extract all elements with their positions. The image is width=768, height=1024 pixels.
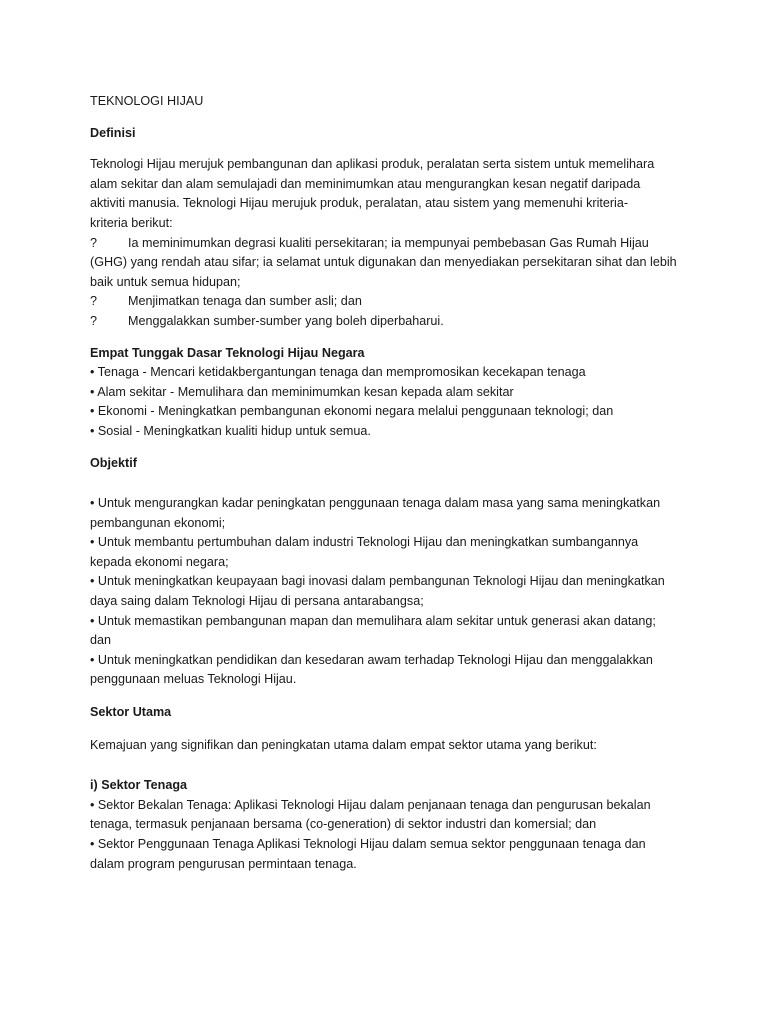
criteria-continuation: (GHG) yang rendah atau sifar; ia selamat untuk digunakan dan menyediakan persekitaran sihat dan lebih <box>90 255 677 270</box>
objektif-line: • Untuk meningkatkan keupayaan bagi inovasi dalam pembangunan Teknologi Hijau dan meningkatkan <box>90 574 665 589</box>
document-page <box>90 92 690 874</box>
definisi-line: alam sekitar dan alam semulajadi dan meminimumkan atau mengurangkan kesan negatif daripada <box>90 176 641 191</box>
definisi-line: kriteria berikut: <box>90 215 173 230</box>
tunggak-item: • Alam sekitar - Memulihara dan meminimumkan kesan kepada alam sekitar <box>90 384 514 399</box>
definisi-heading: Definisi <box>90 125 136 140</box>
document-title: TEKNOLOGI HIJAU <box>90 94 204 108</box>
objektif-line: penggunaan meluas Teknologi Hijau. <box>90 672 297 687</box>
criteria-marker: ? <box>90 294 98 309</box>
sektor-tenaga-line: • Sektor Penggunaan Tenaga Aplikasi Teknologi Hijau dalam semua sektor penggunaan tenaga dan <box>90 837 646 851</box>
tunggak-item: • Ekonomi - Meningkatkan pembangunan ekonomi negara melalui penggunaan teknologi; dan <box>90 404 614 419</box>
sektor-heading: Sektor Utama <box>90 705 172 720</box>
sektor-tenaga-line: tenaga, termasuk penjanaan bersama (co-generation) di sektor industri dan komersial; dan <box>90 817 597 832</box>
tunggak-item: • Tenaga - Mencari ketidakbergantungan tenaga dan mempromosikan kecekapan tenaga <box>90 365 586 380</box>
objektif-line: kepada ekonomi negara; <box>90 554 229 569</box>
criteria-text: Menggalakkan sumber-sumber yang boleh diperbaharui. <box>128 313 444 328</box>
definisi-line: Teknologi Hijau merujuk pembangunan dan aplikasi produk, peralatan serta sistem untuk memelihara <box>90 157 655 172</box>
objektif-line: pembangunan ekonomi; <box>90 515 226 530</box>
criteria-text: Ia meminimumkan degrasi kualiti persekitaran; ia mempunyai pembebasan Gas Rumah Hijau <box>128 235 649 250</box>
criteria-marker: ? <box>90 313 98 328</box>
objektif-line: • Untuk meningkatkan pendidikan dan kesedaran awam terhadap Teknologi Hijau dan menggalakkan <box>90 652 653 667</box>
criteria-marker: ? <box>90 235 98 250</box>
sektor-tenaga-heading: i) Sektor Tenaga <box>90 778 188 793</box>
tunggak-item: • Sosial - Meningkatkan kualiti hidup untuk semua. <box>90 423 371 438</box>
objektif-line: • Untuk mengurangkan kadar peningkatan penggunaan tenaga dalam masa yang sama meningkatkan <box>90 496 661 511</box>
sektor-tenaga-line: dalam program pengurusan permintaan tenaga. <box>90 856 357 871</box>
objektif-line: dan <box>90 633 112 648</box>
sektor-intro: Kemajuan yang signifikan dan peningkatan utama dalam empat sektor utama yang berikut: <box>90 737 597 752</box>
criteria-item <box>90 292 690 312</box>
objektif-line: • Untuk memastikan pembangunan mapan dan memulihara alam sekitar untuk generasi akan datang; <box>90 613 656 628</box>
tunggak-heading: Empat Tunggak Dasar Teknologi Hijau Negara <box>90 345 365 360</box>
sektor-tenaga-line: • Sektor Bekalan Tenaga: Aplikasi Teknologi Hijau dalam penjanaan tenaga dan pengurusan bekalan <box>90 797 651 812</box>
criteria-continuation: baik untuk semua hidupan; <box>90 274 241 289</box>
criteria-item <box>90 312 690 332</box>
definisi-line: aktiviti manusia. Teknologi Hijau merujuk produk, peralatan, atau sistem yang memenuhi kriteria- <box>90 196 629 211</box>
objektif-line: • Untuk membantu pertumbuhan dalam industri Teknologi Hijau dan meningkatkan sumbangannya <box>90 535 639 550</box>
objektif-line: daya saing dalam Teknologi Hijau di persana antarabangsa; <box>90 594 424 609</box>
criteria-text: Menjimatkan tenaga dan sumber asli; dan <box>128 294 362 309</box>
objektif-heading: Objektif <box>90 455 137 470</box>
criteria-item <box>90 234 690 254</box>
